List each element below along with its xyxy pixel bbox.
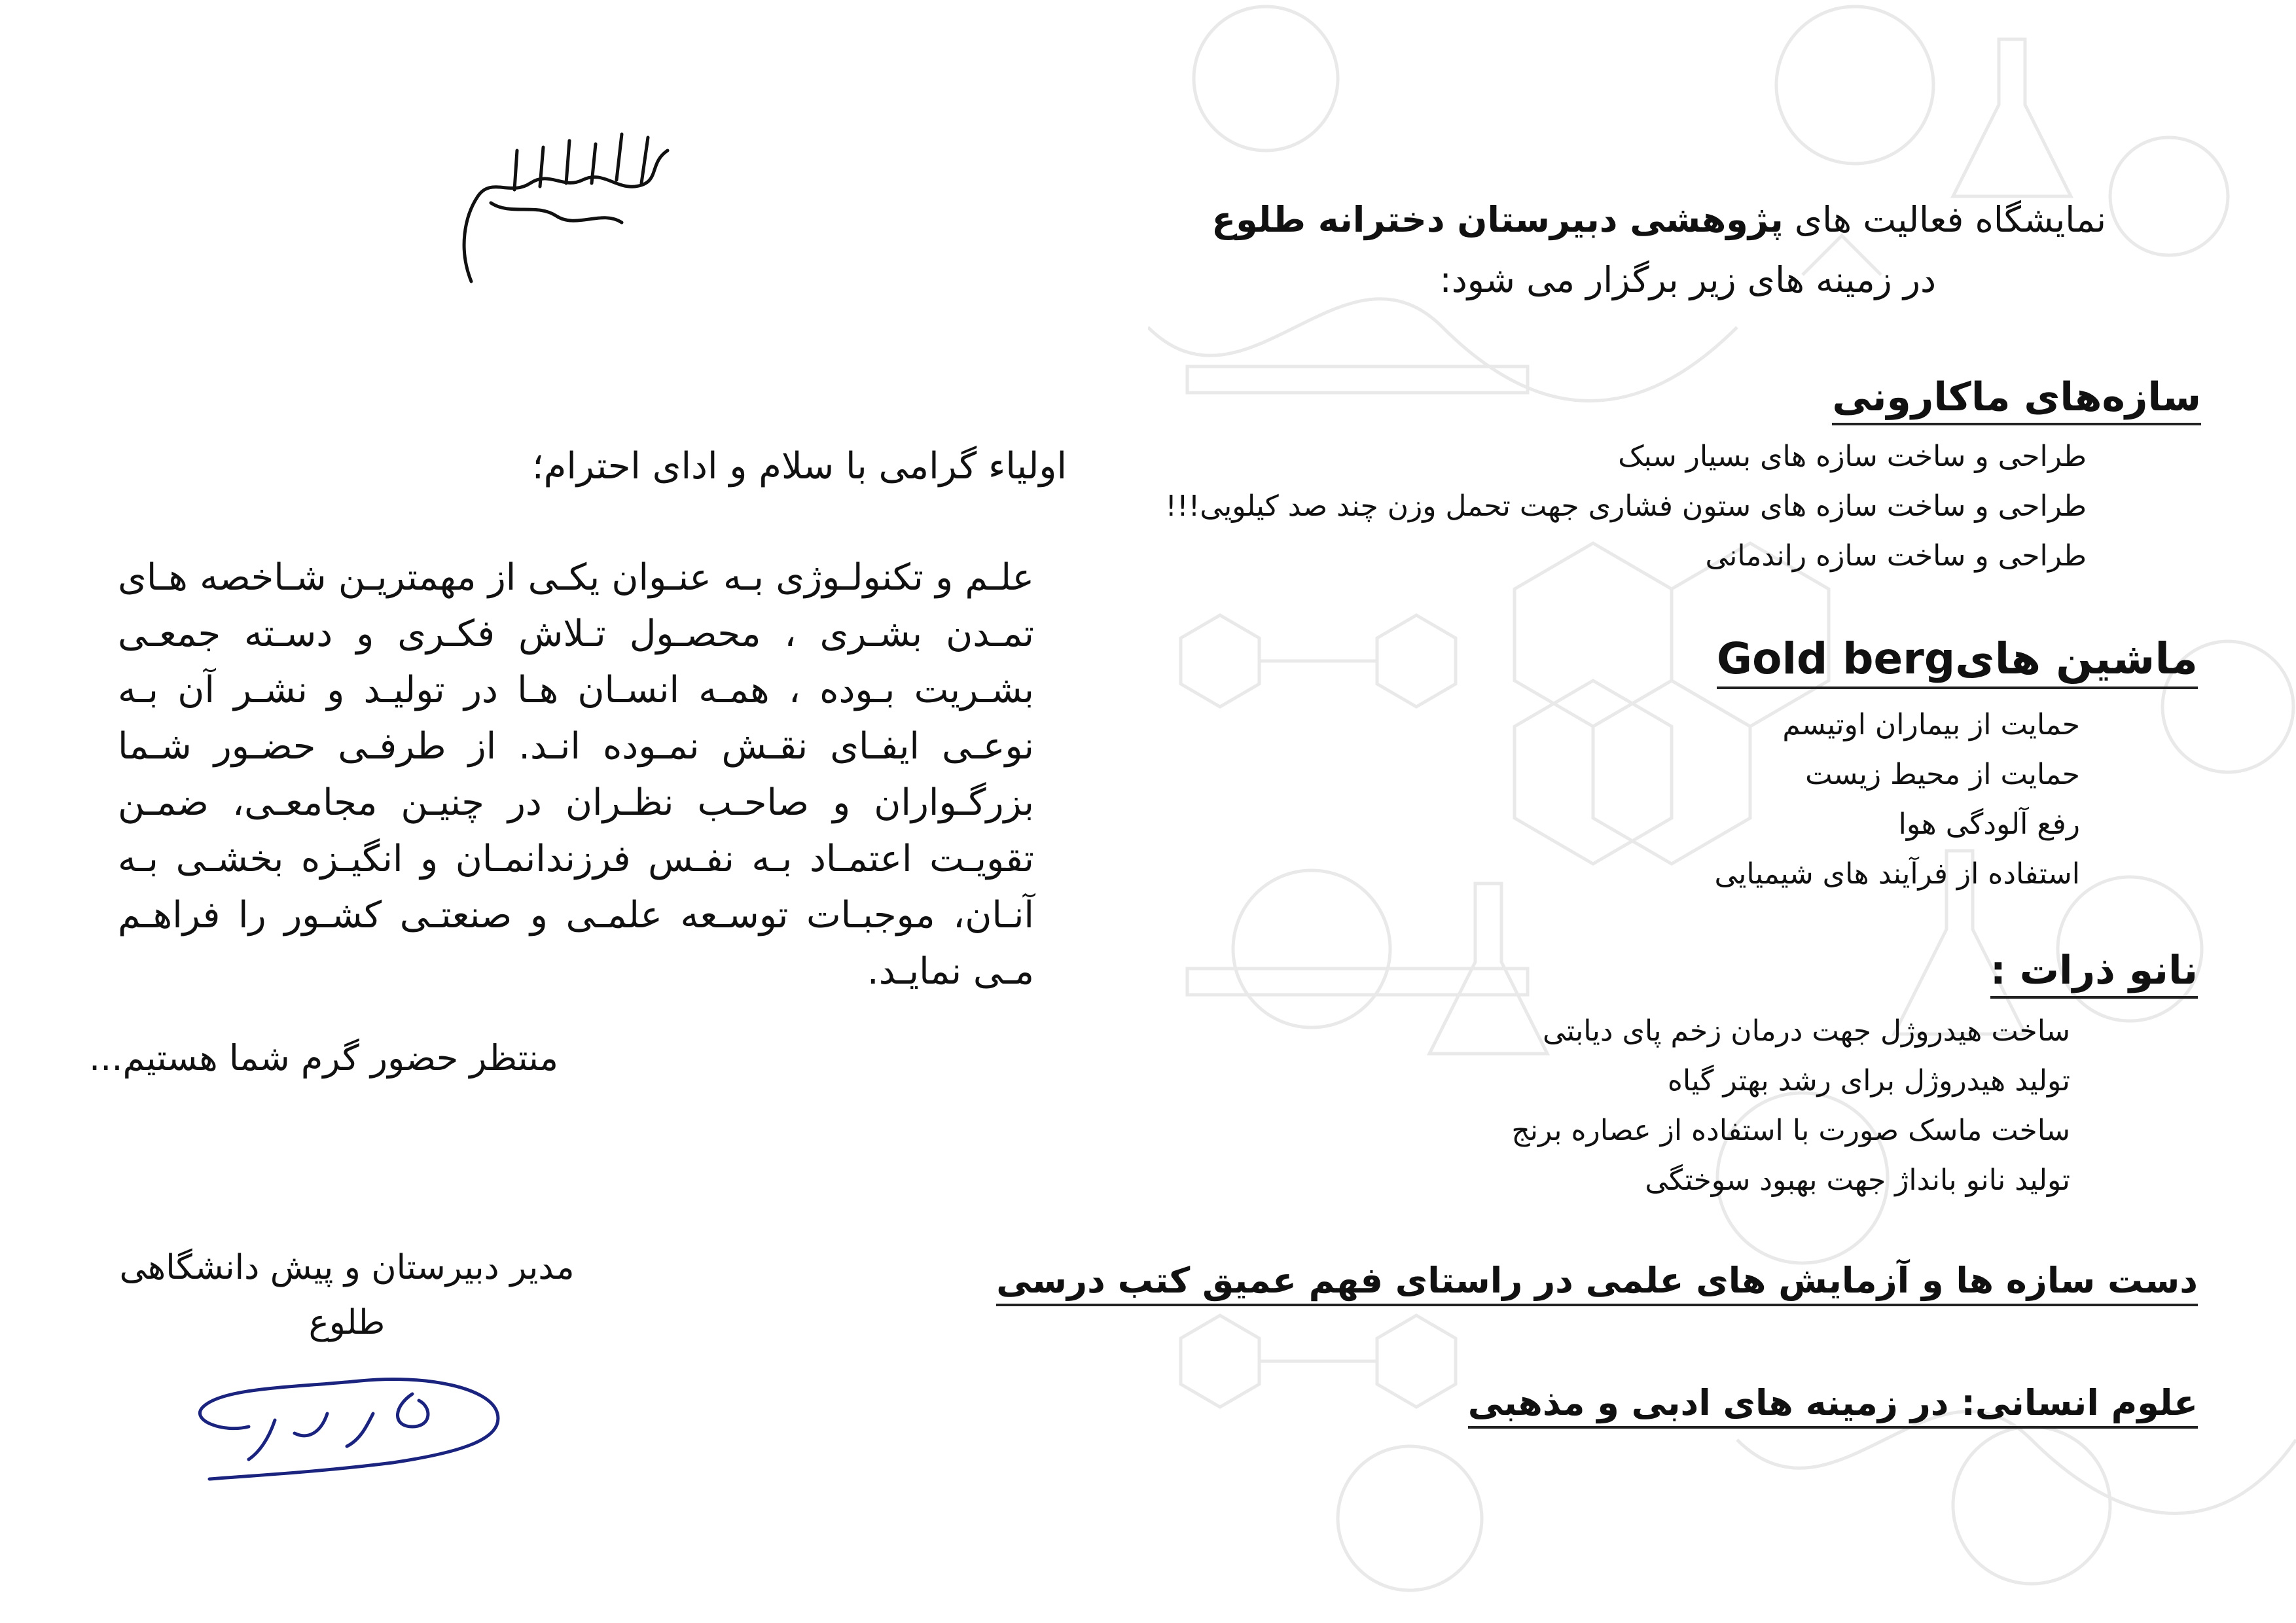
list-item: طراحی و ساخت سازه های بسیار سبک xyxy=(1618,440,2087,473)
list-item: طراحی و ساخت سازه های ستون فشاری جهت تحمل وزن چند صد کیلویی!!! xyxy=(1165,490,2087,523)
section-list-macaroni xyxy=(1165,432,2087,581)
section-heading-macaroni: سازه‌های ماکارونی xyxy=(1832,374,2201,425)
section-heading-handmade-structures: دست سازه ها و آزمایش های علمی در راستای فهم عمیق کتب درسی xyxy=(996,1260,2198,1306)
signatory-role: مدیر دبیرستان و پیش دانشگاهی xyxy=(119,1248,575,1287)
signatory-title xyxy=(118,1240,576,1350)
list-item: ساخت هیدروژل جهت درمان زخم پای دیابتی xyxy=(1543,1014,2070,1048)
heading-goldberg-prefix: ماشین های xyxy=(1955,633,2198,684)
greeting-line: اولیاء گرامی با سلام و ادای احترام؛ xyxy=(531,445,1067,488)
list-item: تولید هیدروژل برای رشد بهتر گیاه xyxy=(1667,1064,2070,1097)
section-heading-nano: نانو ذرات : xyxy=(1990,948,2198,999)
exhibition-intro xyxy=(1190,190,2106,310)
section-heading-humanities: علوم انسانی: در زمینه های ادبی و مذهبی xyxy=(1468,1382,2198,1429)
handwritten-signature xyxy=(196,1348,511,1492)
list-item: طراحی و ساخت سازه راندمانی xyxy=(1705,539,2087,573)
heading-goldberg-latin: Gold berg xyxy=(1716,633,1956,684)
intro-line2: در زمینه های زیر برگزار می شود: xyxy=(1439,259,1936,300)
closing-line: منتظر حضور گرم شما هستیم... xyxy=(89,1037,558,1079)
list-item: حمایت از محیط زیست xyxy=(1805,758,2080,791)
list-item: تولید نانو بانداژ جهت بهبود سوختگی xyxy=(1645,1164,2070,1197)
list-item: حمایت از بیماران اوتیسم xyxy=(1782,708,2080,741)
list-item: استفاده از فرآیند های شیمیایی xyxy=(1714,857,2080,891)
basmala-calligraphy xyxy=(452,124,681,301)
intro-school-name: پژوهشی دبیرستان دخترانه طلوع xyxy=(1211,199,1784,240)
intro-line1 xyxy=(1190,190,2106,250)
list-item: ساخت ماسک صورت با استفاده از عصاره برنج xyxy=(1511,1114,2070,1147)
intro-prefix: نمایشگاه فعالیت های xyxy=(1794,199,2106,240)
list-item: رفع آلودگی هوا xyxy=(1898,808,2080,841)
section-list-goldberg xyxy=(1715,700,2081,899)
signatory-school: طلوع xyxy=(308,1303,386,1342)
section-heading-goldberg xyxy=(1717,633,2198,689)
invitation-body: علـم و تکنولـوژی بـه عنـوان یکـی از مهمتریـن شـاخصه هـای تمـدن بشـری ، محصـول تـلاش فکـری و دسـته جمعـی بشـریت بـوده ، همـه انسـان هـا در تولیـد و نشـر آن بـه نوعـی ایفـای نقـش نمـوده انـد. از طرفـی حضـور شـما بزرگـواران و صاحـب نظـران در چنیـن مجامعـی، ضمـن تقویـت اعتمـاد بـه نفـس فرزندانمـان و انگیـزه بخشـی بـه آنـان، موجبـات توسـعه علمـی و صنعتـی کشـور را فراهـم مـی نمایـد. xyxy=(118,556,1034,993)
section-list-nano xyxy=(1511,1007,2070,1205)
